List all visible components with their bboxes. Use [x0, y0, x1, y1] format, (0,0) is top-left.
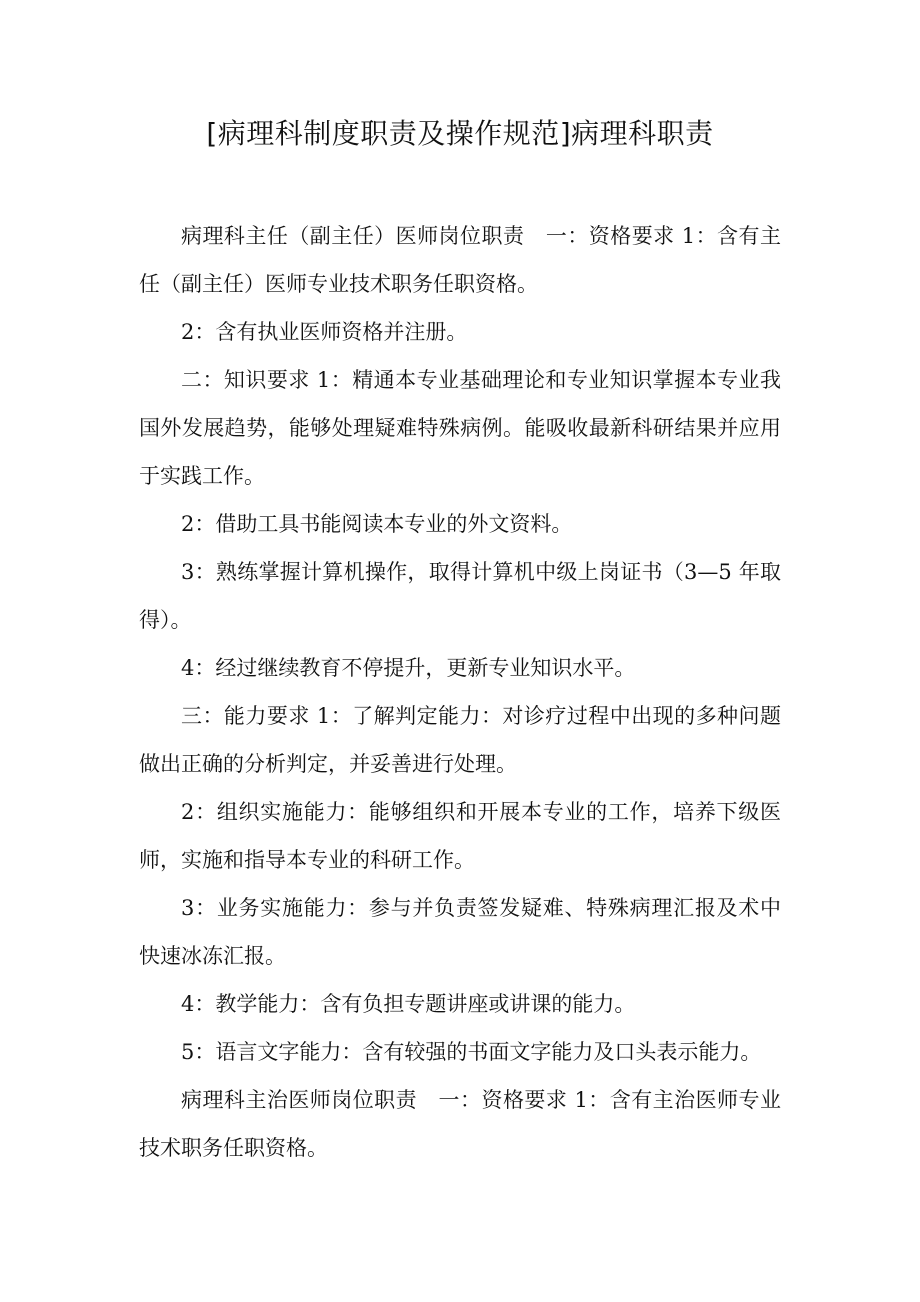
paragraph: 三：能力要求 1：了解判定能力：对诊疗过程中出现的多种问题做出正确的分析判定，并妥善进行处理。 [139, 704, 781, 776]
paragraph: 2：借助工具书能阅读本专业的外文资料。 [181, 512, 573, 536]
paragraph: 3：熟练掌握计算机操作，取得计算机中级上岗证书（3—5 年取得）。 [139, 560, 781, 632]
paragraph: 5：语言文字能力：含有较强的书面文字能力及口头表示能力。 [181, 1040, 762, 1064]
paragraph: 二：知识要求 1：精通本专业基础理论和专业知识掌握本专业我国外发展趋势，能够处理疑难特殊病例。能吸收最新科研结果并应用于实践工作。 [139, 368, 781, 488]
paragraph: 2：组织实施能力：能够组织和开展本专业的工作，培养下级医师，实施和指导本专业的科研工作。 [139, 800, 781, 872]
paragraph: 4：教学能力：含有负担专题讲座或讲课的能力。 [181, 992, 636, 1016]
paragraph: 3：业务实施能力：参与并负责签发疑难、特殊病理汇报及术中快速冰冻汇报。 [139, 896, 781, 968]
paragraph: 病理科主任（副主任）医师岗位职责 一：资格要求 1：含有主任（副主任）医师专业技术职务任职资格。 [139, 224, 781, 296]
paragraph: 2：含有执业医师资格并注册。 [181, 320, 468, 344]
document-body [139, 212, 781, 1172]
paragraph: 4：经过继续教育不停提升，更新专业知识水平。 [181, 656, 636, 680]
paragraph: 病理科主治医师岗位职责 一：资格要求 1：含有主治医师专业技术职务任职资格。 [139, 1088, 781, 1160]
document-title: [病理科制度职责及操作规范]病理科职责 [206, 117, 714, 150]
